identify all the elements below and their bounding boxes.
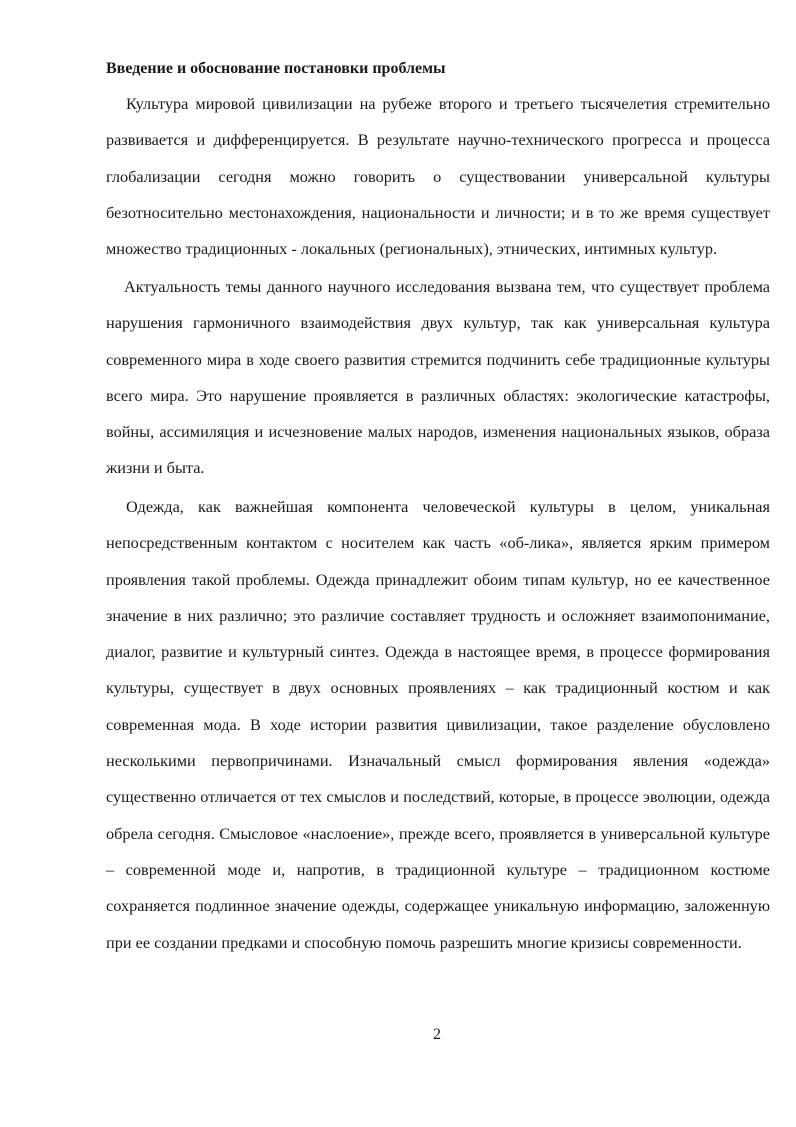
- page-number: 2: [433, 1026, 441, 1043]
- paragraph-clothing: Одежда, как важнейшая компонента человеческой культуры в целом, уникальная непосредственным контактом с носителем как часть «об-лика», является ярким примером проявления такой проблемы. Одежда принадлежит обоим типам культур, но ее качественное значение в них различно; это различие составляет трудность и осложняет взаимопонимание, диалог, развитие и культурный синтез. Одежда в настоящее время, в процессе формирования культуры, существует в двух основных проявлениях – как традиционный костюм и как современная мода. В ходе истории развития цивилизации, такое разделение обусловлено несколькими первопричинами. Изначальный смысл формирования явления «одежда» существенно отличается от тех смыслов и последствий, которые, в процессе эволюции, одежда обрела сегодня. Смысловое «наслоение», прежде всего, проявляется в универсальной культуре – современной моде и, напротив, в традиционной культуре – традиционном костюме сохраняется подлинное значение одежды, содержащее уникальную информацию, заложенную при ее создании предками и способную помочь разрешить многие кризисы современности.: [106, 497, 770, 952]
- paragraph-relevance: Актуальность темы данного научного исследования вызвана тем, что существует проблема нарушения гармоничного взаимодействия двух культур, так как универсальная культура современного мира в ходе своего развития стремится подчинить себе традиционные культуры всего мира. Это нарушение проявляется в различных областях: экологические катастрофы, войны, ассимиляция и исчезновение малых народов, изменения национальных языков, образа жизни и быта.: [106, 277, 770, 478]
- paragraph-intro: Культура мировой цивилизации на рубеже второго и третьего тысячелетия стремительно развивается и дифференцируется. В результате научно-технического прогресса и процесса глобализации сегодня можно говорить о существовании универсальной культуры безотносительно местонахождения, национальности и личности; и в то же время существует множество традиционных - локальных (региональных), этнических, интимных культур.: [106, 94, 770, 259]
- section-heading: Введение и обоснование постановки проблемы: [106, 60, 446, 77]
